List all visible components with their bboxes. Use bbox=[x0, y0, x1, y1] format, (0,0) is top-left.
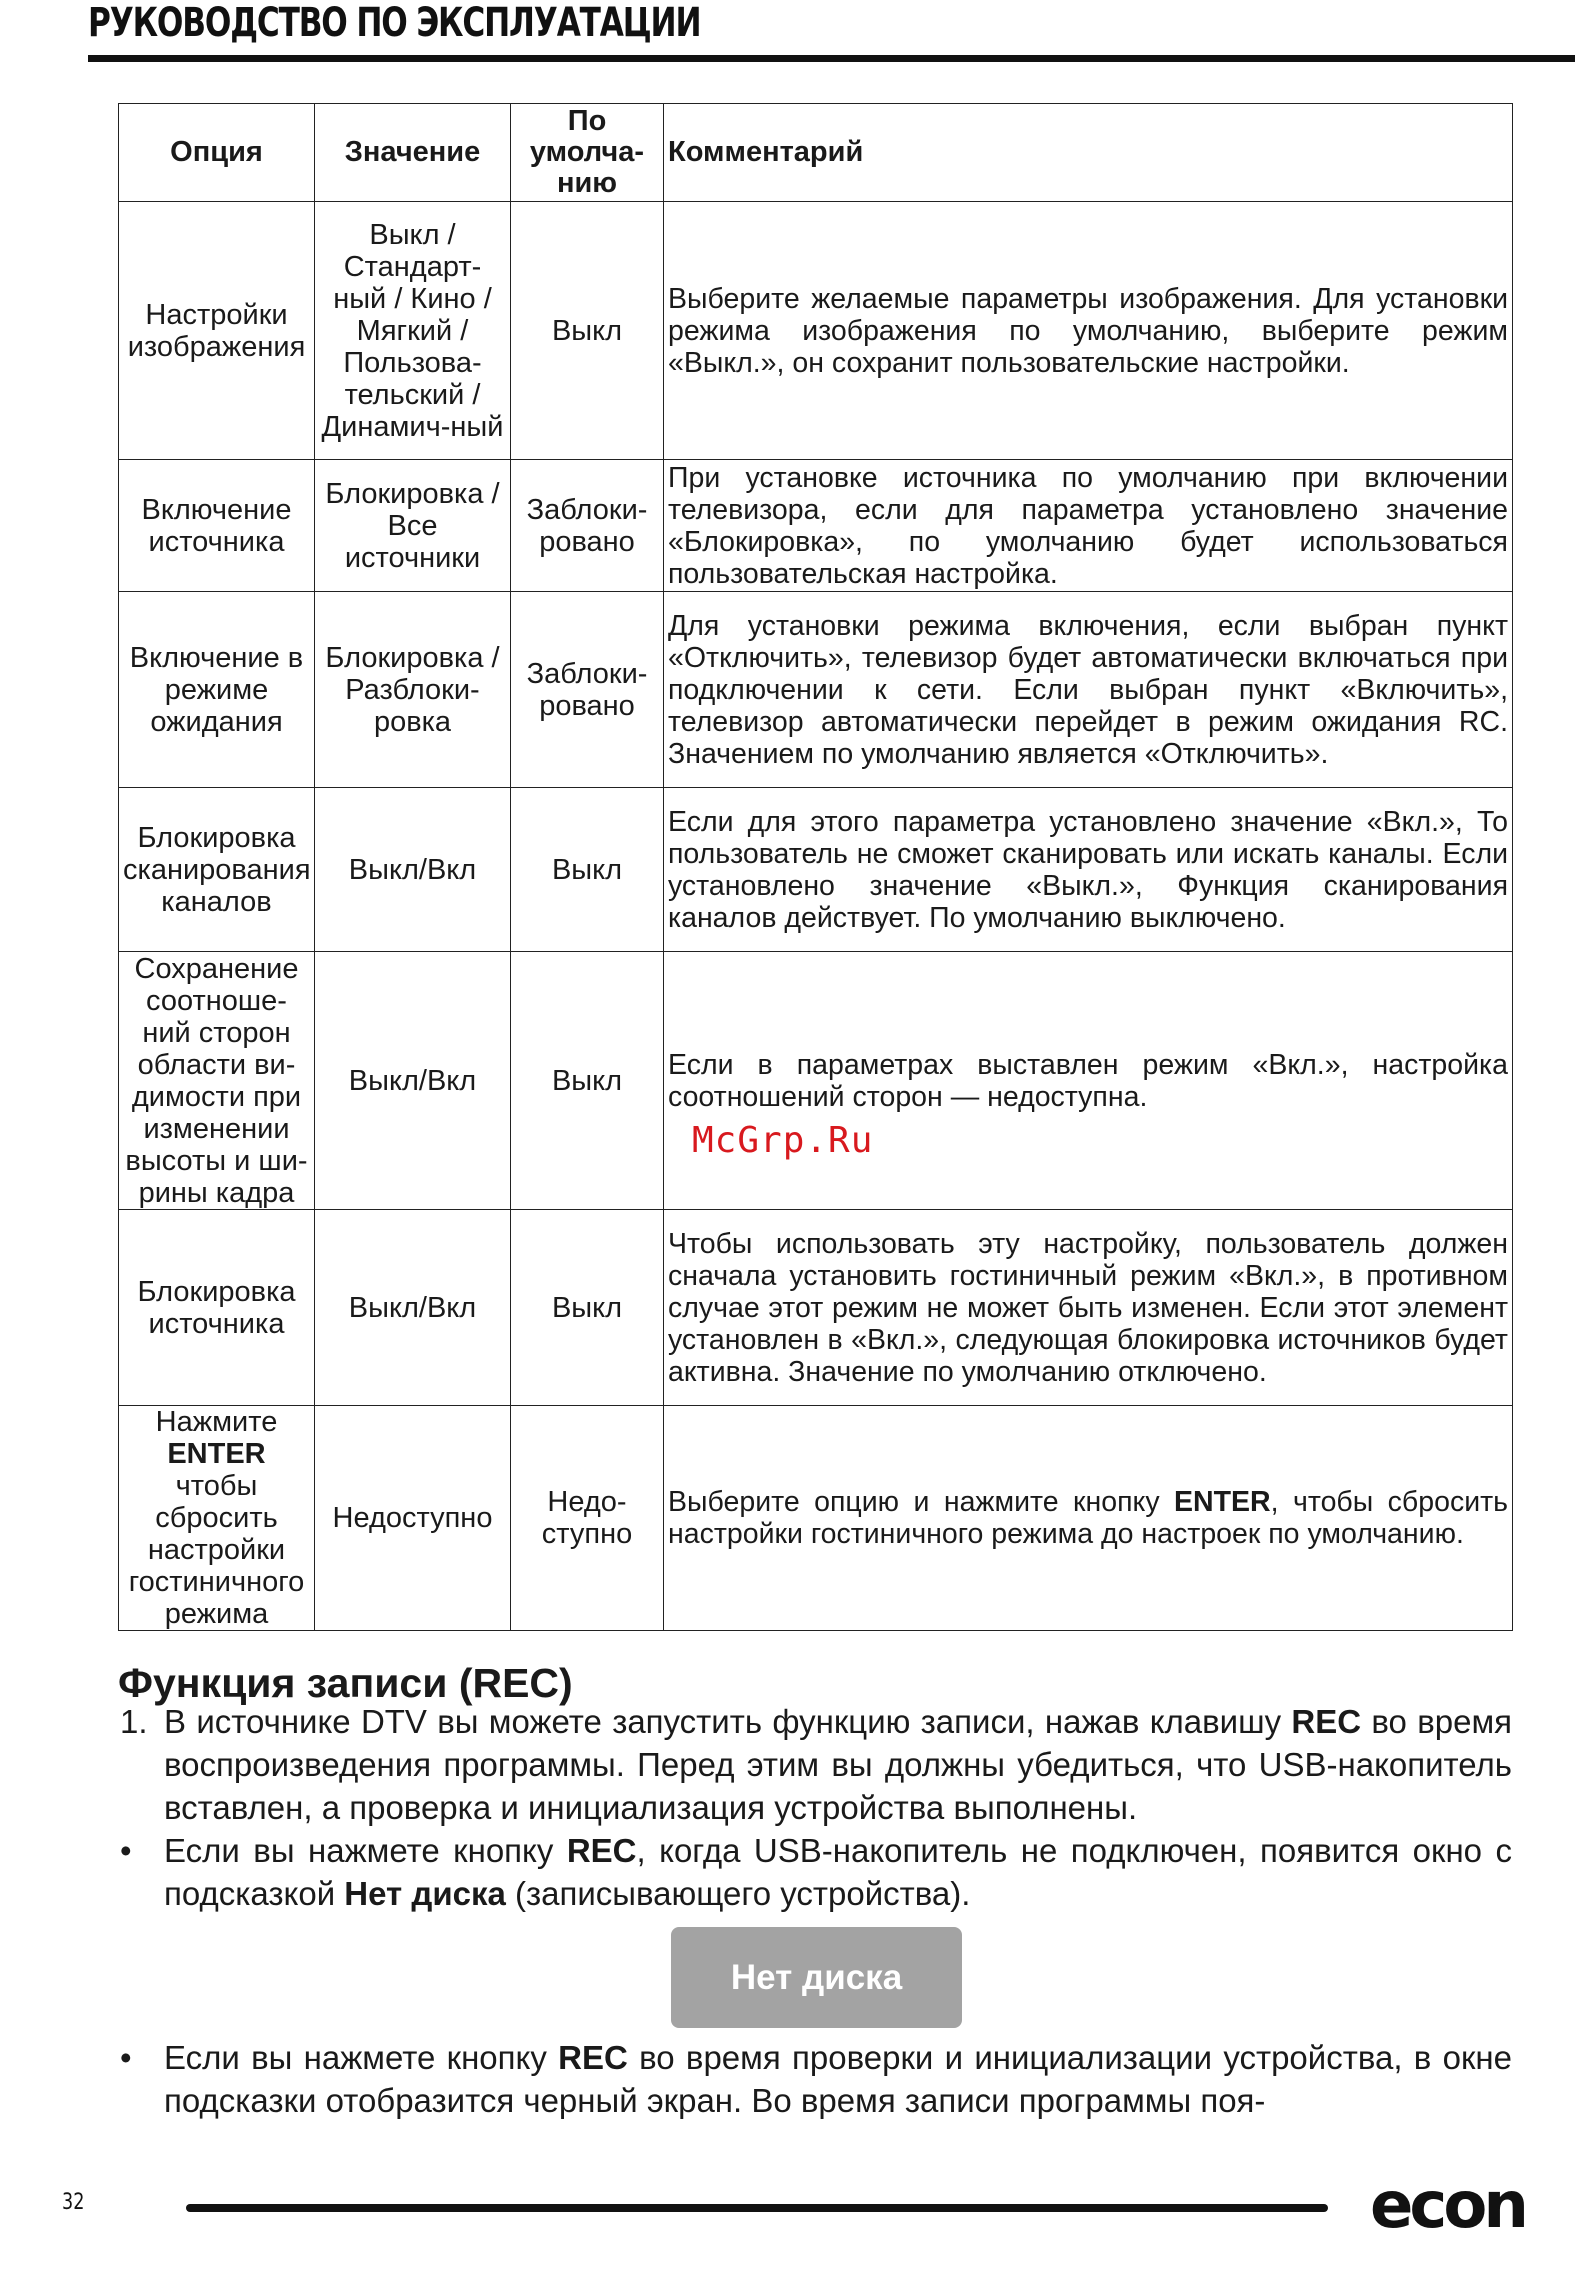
header-value: Значение bbox=[315, 104, 511, 202]
table-row bbox=[119, 1406, 1513, 1631]
row-default: Заблоки-ровано bbox=[511, 592, 664, 788]
row-comment: Если для этого параметра установлено значение «Вкл.», То пользователь не сможет сканировать или искать каналы. Если установлено значение «Выкл.», Функция сканирования каналов действует. По умолчанию выключено. bbox=[664, 788, 1513, 952]
row-option bbox=[119, 1406, 315, 1631]
row-value: Недоступно bbox=[315, 1406, 511, 1631]
row-option: Блокировка сканирования каналов bbox=[119, 788, 315, 952]
table-row bbox=[119, 460, 1513, 592]
no-disk-term: Нет диска bbox=[344, 1875, 506, 1912]
row-option: Сохранение соотноше-ний сторон области ви-димости при изменении высоты и ши-рины кадра bbox=[119, 952, 315, 1210]
bullet-marker: • bbox=[120, 2039, 132, 2076]
row-default: Заблоки-ровано bbox=[511, 460, 664, 592]
header-default: По умолча-нию bbox=[511, 104, 664, 202]
options-table bbox=[118, 103, 1513, 1631]
text-run: В источнике DTV вы можете запустить функцию записи, нажав клавишу bbox=[164, 1703, 1282, 1740]
list-item-text bbox=[164, 1700, 1512, 1829]
text-run: Если вы нажмете кнопку bbox=[164, 2039, 547, 2076]
row-comment: Чтобы использовать эту настройку, пользователь должен сначала установить гостиничный режим «Вкл.», в противном случае этот режим не может быть изменен. Если этот элемент установлен в «Вкл.», следующая блокировка источников будет активна. Значение по умолчанию отключено. bbox=[664, 1210, 1513, 1406]
header-option: Опция bbox=[119, 104, 315, 202]
row-value: Выкл/Вкл bbox=[315, 1210, 511, 1406]
row-default: Выкл bbox=[511, 202, 664, 460]
bullet-marker: • bbox=[120, 1832, 132, 1869]
row-option-key: ENTER bbox=[167, 1438, 266, 1470]
text-run: во время воспроизведения программы. Перед этим вы должны убедиться, что USB-накопитель вставлен, а проверка и инициализация устройства выполнены. bbox=[164, 1703, 1513, 1826]
text-run: Если вы нажмете кнопку bbox=[164, 1832, 554, 1869]
row-default: Выкл bbox=[511, 1210, 664, 1406]
row-value: Блокировка / Все источники bbox=[315, 460, 511, 592]
page-header-title: РУКОВОДСТВО ПО ЭКСПЛУАТАЦИИ bbox=[88, 0, 701, 46]
footer-rule bbox=[186, 2204, 1328, 2212]
rec-key: REC bbox=[1291, 1703, 1362, 1740]
watermark: McGrp.Ru bbox=[692, 1120, 874, 1161]
text-run: (записывающего устройства). bbox=[515, 1875, 971, 1912]
rec-key: REC bbox=[566, 1832, 637, 1869]
row-comment: Для установки режима включения, если выбран пункт «Отключить», телевизор будет автоматически включаться при подключении к сети. Если выбран пункт «Включить», телевизор автоматически перейдет в режим ожидания RC. Значением по умолчанию является «Отключить». bbox=[664, 592, 1513, 788]
section-title: Функция записи (REC) bbox=[118, 1660, 573, 1706]
list-item bbox=[118, 2036, 1512, 2122]
table-row bbox=[119, 788, 1513, 952]
list-item-text bbox=[164, 1829, 1512, 1915]
row-value: Выкл/Вкл bbox=[315, 952, 511, 1210]
row-option: Включение в режиме ожидания bbox=[119, 592, 315, 788]
row-option-post: чтобы сбросить настройки гостиничного режима bbox=[128, 1470, 305, 1630]
row-default: Выкл bbox=[511, 788, 664, 952]
row-comment-pre: Выберите опцию и нажмите кнопку bbox=[668, 1486, 1160, 1518]
table-row bbox=[119, 202, 1513, 460]
row-comment bbox=[664, 1406, 1513, 1631]
header-rule bbox=[88, 55, 1575, 62]
list-marker: 1. bbox=[120, 1703, 148, 1740]
list-item bbox=[118, 1700, 1512, 1829]
table-row bbox=[119, 1210, 1513, 1406]
table-row bbox=[119, 952, 1513, 1210]
row-value: Выкл / Стандарт-ный / Кино / Мягкий / Пользова-тельский / Динамич-ный bbox=[315, 202, 511, 460]
no-disk-popup: Нет диска bbox=[671, 1927, 962, 2028]
row-comment: Выберите желаемые параметры изображения. Для установки режима изображения по умолчанию, выберите режим «Выкл.», он сохранит пользовательские настройки. bbox=[664, 202, 1513, 460]
text-run: во время проверки и инициализации устройства, в окне подсказки отобразится черный экран. Во время записи программы поя- bbox=[164, 2039, 1512, 2119]
list-item-text bbox=[164, 2036, 1512, 2122]
row-comment: Если в параметрах выставлен режим «Вкл.», настройка соотношений сторон — недоступна. bbox=[664, 952, 1513, 1210]
row-option: Включение источника bbox=[119, 460, 315, 592]
table-row bbox=[119, 592, 1513, 788]
brand-logo: econ bbox=[1370, 2169, 1525, 2243]
row-option-pre: Нажмите bbox=[155, 1406, 278, 1438]
row-value: Блокировка / Разблоки-ровка bbox=[315, 592, 511, 788]
row-comment: При установке источника по умолчанию при включении телевизора, если для параметра установлено значение «Блокировка», по умолчанию будет использоваться пользовательская настройка. bbox=[664, 460, 1513, 592]
text-run: , когда USB-накопитель не подключен, появится окно с подсказкой bbox=[164, 1832, 1512, 1912]
header-comment: Комментарий bbox=[664, 104, 1513, 202]
list-item bbox=[118, 1829, 1512, 1915]
row-default: Выкл bbox=[511, 952, 664, 1210]
row-option: Блокировка источника bbox=[119, 1210, 315, 1406]
rec-key: REC bbox=[558, 2039, 628, 2076]
row-default: Недо-ступно bbox=[511, 1406, 664, 1631]
row-comment-post: , чтобы сбросить настройки гостиничного режима до настроек по умолчанию. bbox=[668, 1486, 1509, 1550]
table-header-row bbox=[119, 104, 1513, 202]
row-option: Настройки изображения bbox=[119, 202, 315, 460]
page-number: 32 bbox=[62, 2190, 85, 2215]
row-value: Выкл/Вкл bbox=[315, 788, 511, 952]
row-comment-key: ENTER bbox=[1174, 1486, 1271, 1518]
